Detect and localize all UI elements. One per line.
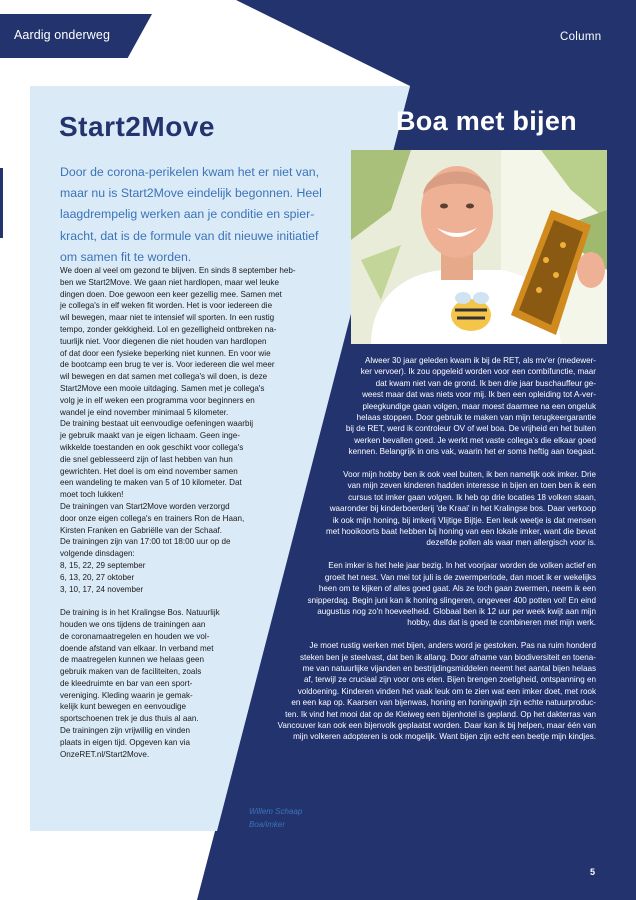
text-line: de coronamaatregelen en houden we vol- — [60, 631, 210, 641]
text-line: ten. Ik vind het mooi dat op de Kleiweg een bijenhotel is gepland. Op het dakterras van — [285, 709, 596, 719]
text-line: mijn volkeren adopteren is ook mogelijk. Want bijen zijn echt een beetje mijn kindjes. — [293, 732, 596, 742]
text-line: wandel je eind november minimaal 5 kilometer. — [60, 407, 229, 417]
boa-body — [196, 355, 596, 743]
text-line: dezelfde pollen als waar men allergisch voor is. — [426, 538, 596, 548]
text-line: plaats in eigen tijd. Opgeven kan via — [60, 737, 191, 747]
text-line: volg je in elf weken een programma voor beginners en — [60, 395, 255, 405]
author-signature — [249, 806, 302, 831]
boa-title: Boa met bijen — [396, 106, 577, 136]
text-line: 8, 15, 22, 29 september — [60, 560, 146, 570]
text-line: me van natuurlijke vijanden en bestrijdingsmiddelen neemt het aantal bijen helaas — [302, 663, 596, 673]
text-line: je gebruik maakt van je eigen lichaam. Geen inge- — [60, 431, 240, 441]
text-line: moet toch lukken! — [60, 490, 124, 500]
text-line: De trainingen zijn van 17:00 tot 18:00 uur op de — [60, 537, 231, 547]
column-label: Column — [560, 31, 602, 43]
beekeeper-photo — [351, 150, 607, 344]
start2move-title: Start2Move — [59, 111, 215, 142]
text-line: weest maar dat was niets voor mij. Ik ben een opleiding tot A-ver- — [362, 390, 596, 400]
text-line: De trainingen zijn vrijwillig en vinden — [60, 726, 191, 736]
paragraph-gap — [196, 549, 596, 560]
text-line: die snel geblesseerd zijn of last hebben van hun — [60, 454, 233, 464]
text-line: ker vervoer). Ik zou opgeleid worden voor een combifunctie, maar — [360, 367, 596, 377]
text-line: door onze eigen collega's en trainers Ron de Haan, — [60, 513, 245, 523]
text-line: Een imker is het hele jaar bezig. In het voorjaar worden de volken actief en — [328, 561, 596, 571]
text-line: wil bewegen, maar niet te intensief wil sporten. In een rustig — [60, 313, 275, 323]
text-line: Start2Move een mooie uitdaging. Samen met je collega's — [60, 383, 265, 393]
text-line: van mijn zeven kinderen hadden interesse in bijen en toen ben ik een — [347, 481, 596, 491]
text-line: Kirsten Franken en Gabriëlle van der Schaaf. — [60, 525, 222, 535]
text-line: De trainingen van Start2Move worden verzorgd — [60, 501, 230, 511]
text-line: je collega's in elf weken fit worden. Het is voor iedereen die — [60, 301, 273, 311]
paragraph-gap — [196, 458, 596, 469]
text-line: 3, 10, 17, 24 november — [60, 584, 144, 594]
text-line: tempo, zonder gekkigheid. Lol en gezelligheid ontbreken na- — [60, 324, 277, 334]
text-line: pleegkundige gaan volgen, maar moest daarmee na een ongeluk — [362, 401, 596, 411]
text-line: met hooikoorts baat hebben bij honing van een lokale imker, want die bevat — [326, 527, 596, 537]
text-line: ik ook mijn honing, bij imkerij Vlijtige Bijtje. Een leuk weetje is dat mensen — [332, 515, 596, 525]
text-line: ben we Start2Move. We gaan niet hardlopen, maar wel leuke — [60, 277, 279, 287]
text-line: De training bestaat uit eenvoudige oefeningen waarbij — [60, 419, 254, 429]
text-line: en een kap op. Kaarsen van bijenwas, honing en honingwijn zijn echte natuurproduc- — [291, 698, 596, 708]
text-line: wikkelde toestanden en ook geschikt voor collega's — [60, 442, 244, 452]
text-line: kennen. Belangrijk in ons vak, waarin het er soms heftig aan toegaat. — [348, 447, 596, 457]
text-line: augustus nog zo'n hoeveelheid. Globaal ben ik 12 uur per week kwijt aan mijn — [317, 606, 596, 616]
paragraph-gap — [196, 629, 596, 640]
text-line: wil bewegen en dat samen met collega's wil doen, is deze — [60, 372, 268, 382]
text-line: sportschoenen trek je dus thuis al aan. — [60, 714, 199, 724]
author-name: Willem Schaap — [249, 807, 303, 816]
text-line: Vancouver kan ook een bijenvolk geplaatst worden. Daar kan ik bij helpen, maar één van — [277, 720, 596, 730]
author-role: Boa/imker — [249, 819, 286, 829]
text-line: steken ben je steelvast, dat ben ik allang. Door afname van biodiversiteit en toena- — [299, 652, 596, 662]
text-line: voldoening. Kinderen vinden het vaak leuk om te zien wat een imker doet, met rook — [297, 686, 596, 696]
text-line: De training is in het Kralingse Bos. Natuurlijk — [60, 608, 220, 618]
text-line: Je moet rustig werken met bijen, anders word je gestoken. Pas na ruim honderd — [309, 641, 596, 651]
text-line: heen om te kijken of alles goed gaat. Als ze toch gaan zwermen, neem ik een — [318, 584, 596, 594]
text-line: groeit het nest. Van mei tot juli is de zwermperiode, dan moet ik er wekelijks — [324, 572, 596, 582]
text-line: helaas stoppen. Door gebruik te maken van mijn terugkeergarantie — [356, 413, 596, 423]
text-line: de maatregelen kunnen we helaas geen — [60, 655, 204, 665]
text-line: houden we ons tijdens de trainingen aan — [60, 619, 206, 629]
text-line: OnzeRET.nl/Start2Move. — [60, 749, 150, 759]
text-line: werken bevallen goed. Je werkt met vaste collega's die elkaar goed — [354, 435, 596, 445]
text-line: Alweer 30 jaar geleden kwam ik bij de RET, als mv'er (medewer- — [365, 356, 596, 365]
text-line: kelijk kunt bewegen en eenvoudige — [60, 702, 186, 712]
text-line: bij de RET, werd ik controleur OV of wel boa. De vrijheid en het buiten — [345, 424, 596, 434]
text-line: een wandeling te maken van 5 of 10 kilometer. Dat — [60, 478, 242, 488]
text-line: We doen al veel om gezond te blijven. En sinds 8 september heb- — [60, 266, 296, 275]
text-line: Voor mijn hobby ben ik ook veel buiten, ik ben namelijk ook imker. Drie — [343, 470, 596, 480]
text-line: de bootcamp een brug te ver is. Voor iedereen die wel meer — [60, 360, 275, 370]
page-number: 5 — [590, 867, 596, 877]
text-line: af, terwijl ze cruciaal zijn voor ons eten. Bijen brengen zoetigheid, ontspanning en — [303, 675, 596, 685]
text-line: gewrichten. Het doel is om eind november samen — [60, 466, 238, 476]
text-line: gebruik maken van de faciliteiten, zoals — [60, 667, 202, 677]
text-line: cursus tot imker gaan volgen. Ik heb op drie locaties 18 volken staan, — [348, 492, 596, 502]
text-line: dingen doen. Doe gewoon een keer gezellig mee. Samen met — [60, 289, 282, 299]
text-line: tuurlijk niet. Voor diegenen die niet houden van hardlopen — [60, 336, 267, 346]
text-line: vereniging. Kleding waarin je gemak- — [60, 690, 193, 700]
text-line: of dat door een fysieke beperking niet kunnen. En voor wie — [60, 348, 271, 358]
start2move-intro: Door de corona-perikelen kwam het er niet van, maar nu is Start2Move eindelijk begonnen. Heel laagdrempelig werken aan je conditie en spier-kracht, dat is de formule van dit nieuwe initiatief om samen fit te worden. — [60, 165, 322, 264]
text-line: dat kwam niet van de grond. Ik ben drie jaar buschauffeur ge- — [375, 378, 596, 388]
text-line: volgende dinsdagen: — [60, 549, 135, 559]
text-line: doende afstand van elkaar. In verband met — [60, 643, 214, 653]
section-tab-label: Aardig onderweg — [14, 28, 111, 42]
text-line: snipperdag. Begin juni kan ik honing slingeren, ongeveer 400 potten vol! En eind — [307, 595, 596, 605]
text-line: waaronder bij kinderboerderij 'de Kraai' in het Kralingse bos. Daar verkoop — [329, 504, 596, 514]
text-line: de kleedruimte en bar van een sport- — [60, 678, 193, 688]
text-line: hobby, dus dat is goed te combineren met mijn werk. — [407, 618, 596, 628]
text-line: 6, 13, 20, 27 oktober — [60, 572, 135, 582]
